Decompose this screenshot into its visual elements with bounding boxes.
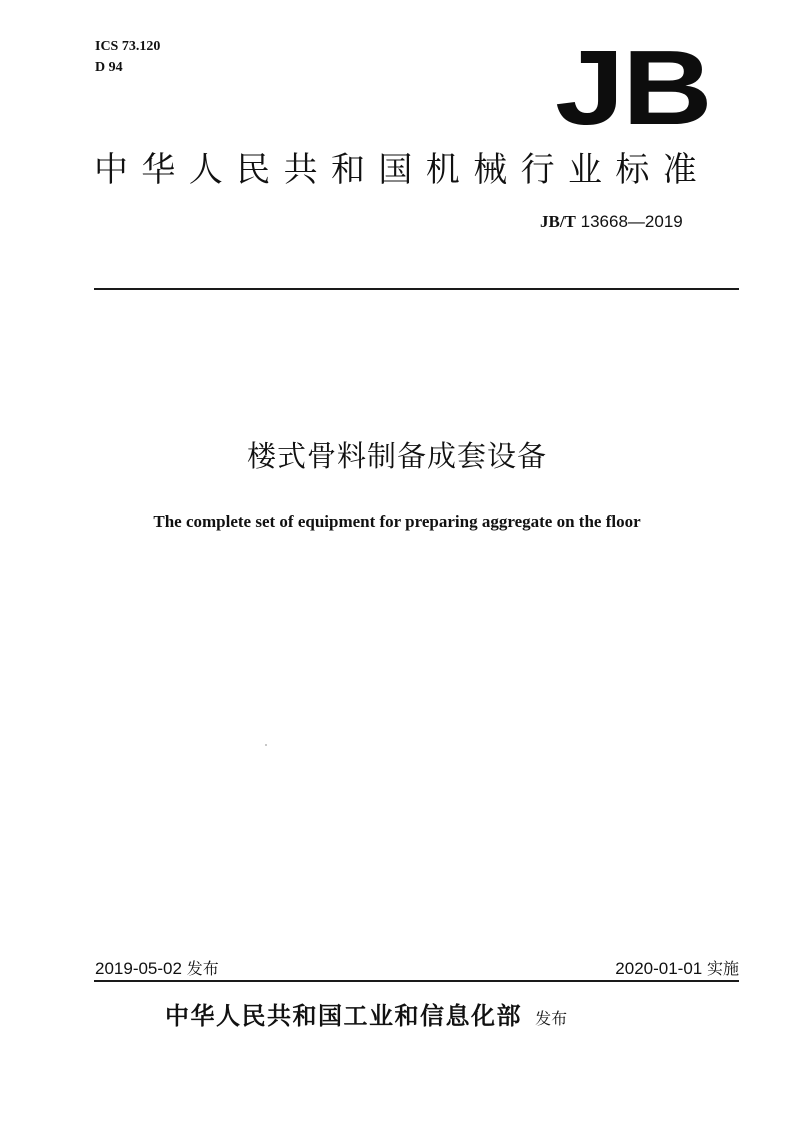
implementation-date-line [615,958,739,980]
implementation-date: 2020-01-01 [615,959,703,978]
issuer-action: 发布 [535,1009,568,1028]
issue-date: 2019-05-02 [95,959,182,978]
standard-number [540,211,683,233]
document-title-chinese: 楼式骨料制备成套设备 [246,439,547,473]
top-divider [94,288,739,290]
implementation-label: 实施 [706,959,739,978]
standard-category-heading: 中华人民共和国机械行业标准 [94,150,711,190]
bottom-divider [94,980,739,982]
ics-code: ICS 73.120 [95,39,161,54]
ccs-code: D 94 [95,60,123,75]
issue-label: 发布 [186,959,219,978]
issuer-line [165,999,567,1036]
issuer-name: 中华人民共和国工业和信息化部 [165,1002,522,1030]
standard-number-value: 13668—2019 [580,212,683,231]
document-title-english: The complete set of equipment for preparing aggregate on the floor [153,512,641,531]
standard-prefix: JB/T [540,212,576,231]
scan-speck [265,744,267,746]
issue-date-line [95,958,219,980]
jb-logo: JB [555,29,711,147]
